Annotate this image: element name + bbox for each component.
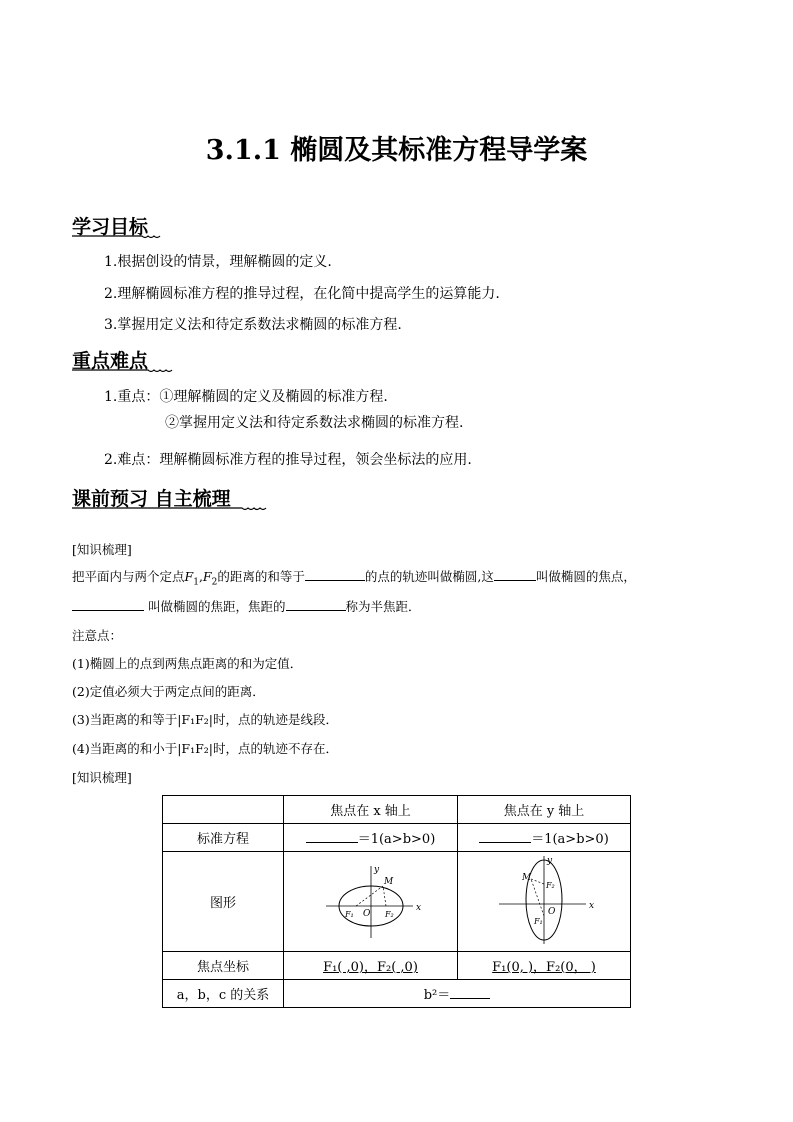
key-heading: 重点难点 xyxy=(72,350,149,372)
fill-blank[interactable] xyxy=(305,566,365,581)
text: 的点的轨迹叫做椭圆,这 xyxy=(364,569,494,584)
f2-subscript: 2 xyxy=(211,577,218,588)
f1-subscript: 1 xyxy=(193,577,199,588)
relation-text: b²＝ xyxy=(423,988,451,1003)
key-label: 1.重点： xyxy=(104,389,160,405)
origin-label: O xyxy=(362,908,370,919)
point-m-label: M xyxy=(383,876,393,887)
fill-blank[interactable] xyxy=(450,984,490,999)
point-m-label: M xyxy=(522,872,532,883)
goal-item: 1.根据创设的情景，理解椭圆的定义. xyxy=(104,254,332,270)
ellipse-x-figure xyxy=(321,860,421,940)
heading-underline xyxy=(72,234,164,240)
axis-y-label: y xyxy=(373,864,379,875)
definition-line-2 xyxy=(72,596,421,615)
ellipse-table xyxy=(162,795,631,1008)
row-label-focus: 焦点坐标 xyxy=(163,952,284,980)
row-label-figure: 图形 xyxy=(163,852,284,952)
goal-item: 3.掌握用定义法和待定系数法求椭圆的标准方程. xyxy=(104,317,402,333)
focus-1-label: F₁ xyxy=(344,909,354,919)
header-y-axis: 焦点在 y 轴上 xyxy=(458,796,631,824)
fill-blank[interactable] xyxy=(72,596,144,611)
key-point-2: ②掌握用定义法和待定系数法求椭圆的标准方程. xyxy=(165,415,464,431)
text: 叫做椭圆的焦点， xyxy=(535,569,636,584)
notes-label: 注意点： xyxy=(72,628,123,643)
text: 的距离的和等于 xyxy=(217,569,305,584)
note-item: (1)椭圆上的点到两焦点距离的和为定值． xyxy=(72,656,303,671)
goals-heading: 学习目标 xyxy=(72,216,149,238)
origin-label: O xyxy=(548,906,556,917)
note-item: (4)当距离的和小于|F₁F₂|时，点的轨迹不存在． xyxy=(72,741,338,756)
difficulty: 2.难点：理解椭圆标准方程的推导过程，领会坐标法的应用. xyxy=(104,452,472,468)
focus-2-label: F₂ xyxy=(546,880,555,890)
row-label-equation: 标准方程 xyxy=(163,824,284,852)
heading-underline xyxy=(72,506,268,512)
note-item: (2)定值必须大于两定点间的距离． xyxy=(72,684,265,699)
definition-line-1 xyxy=(72,566,636,588)
fill-blank[interactable] xyxy=(286,596,346,611)
key-point-1: ①理解椭圆的定义及椭圆的标准方程. xyxy=(159,389,388,405)
text: , xyxy=(198,569,203,584)
relation-cell xyxy=(284,980,631,1008)
equation-y: ＝1(a>b>0) xyxy=(531,832,609,847)
key-point-line xyxy=(104,386,388,406)
axis-x-label: x xyxy=(415,902,421,913)
focus-2-label: F₂ xyxy=(384,909,394,919)
knowledge-tag: [知识梳理] xyxy=(72,542,132,557)
preview-heading: 课前预习 自主梳理 xyxy=(72,488,231,510)
equation-y-cell xyxy=(458,824,631,852)
focus-y-coords[interactable]: F₁(0, )，F₂(0， ) xyxy=(458,952,631,980)
equation-x-cell xyxy=(284,824,458,852)
heading-underline xyxy=(72,368,176,374)
axis-x-label: x xyxy=(589,900,594,911)
focus-1-label: F₁ xyxy=(534,916,543,926)
figure-y-cell xyxy=(458,852,631,952)
f2-symbol: F xyxy=(202,569,212,584)
fill-blank[interactable] xyxy=(494,566,536,581)
fill-blank[interactable] xyxy=(479,828,531,843)
goal-item: 2.理解椭圆标准方程的推导过程，在化简中提高学生的运算能力. xyxy=(104,286,500,302)
text: 称为半焦距． xyxy=(345,599,421,614)
note-item: (3)当距离的和等于|F₁F₂|时，点的轨迹是线段． xyxy=(72,712,338,727)
figure-x-cell xyxy=(284,852,458,952)
text: 叫做椭圆的焦距，焦距的 xyxy=(147,599,286,614)
knowledge-tag: [知识梳理] xyxy=(72,770,132,785)
focus-x-coords[interactable]: F₁( ,0)，F₂( ,0) xyxy=(284,952,458,980)
text: 把平面内与两个定点 xyxy=(72,569,185,584)
f1-symbol: F xyxy=(184,569,194,584)
page-title: 3.1.1 椭圆及其标准方程导学案 xyxy=(205,135,588,166)
ellipse-y-figure xyxy=(494,854,594,946)
corner-cell xyxy=(163,796,284,824)
equation-x: ＝1(a>b>0) xyxy=(357,832,436,847)
axis-y-label: y xyxy=(547,855,553,866)
row-label-relation: a，b，c 的关系 xyxy=(163,980,284,1008)
fill-blank[interactable] xyxy=(306,828,358,843)
header-x-axis: 焦点在 x 轴上 xyxy=(284,796,458,824)
